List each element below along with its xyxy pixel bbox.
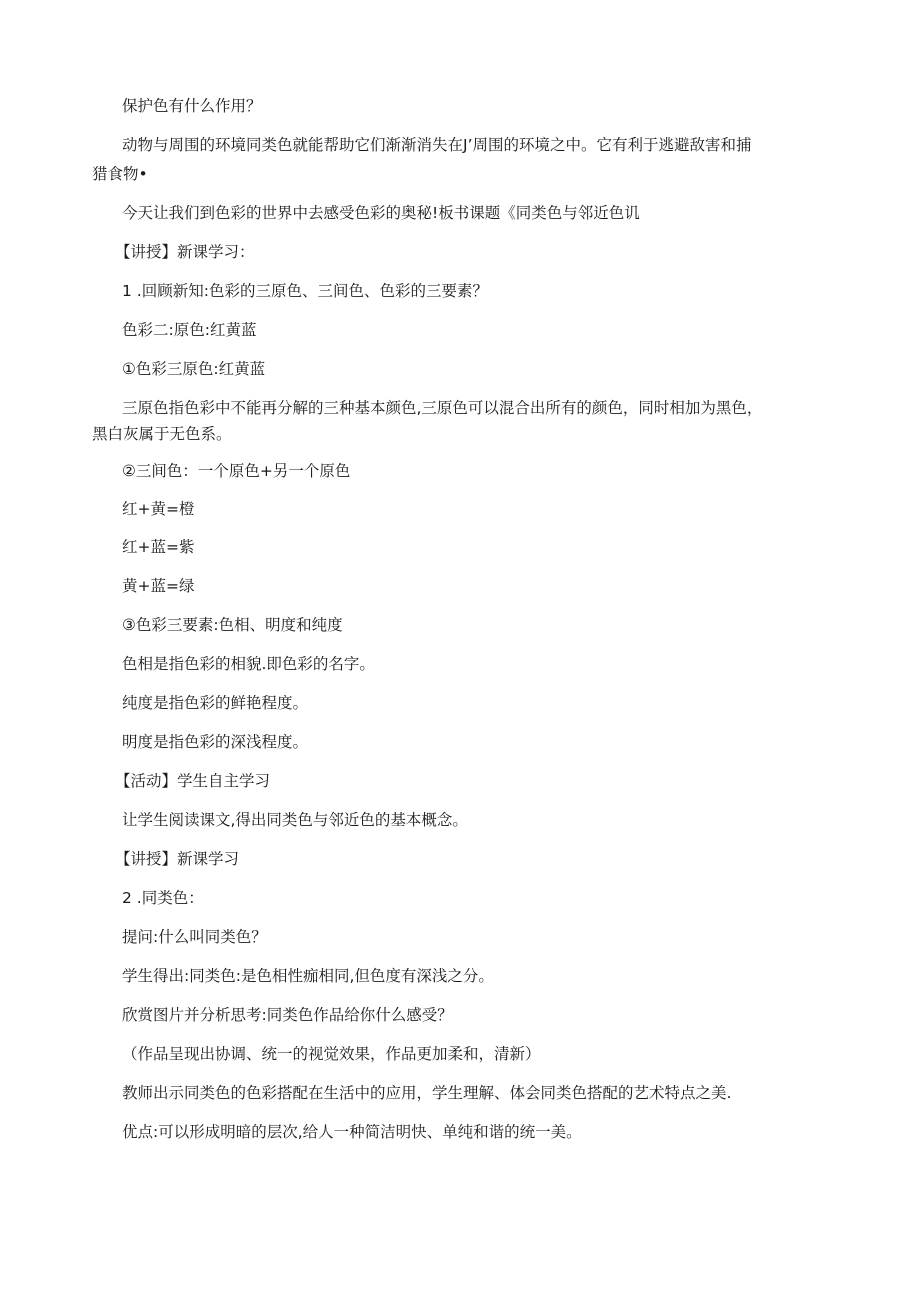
paragraph-line: （作品呈现出协调、统一的视觉效果，作品更加柔和，清新） bbox=[122, 1045, 541, 1063]
paragraph-line: 教师出示同类色的色彩搭配在生活中的应用，学生理解、体会同类色搭配的艺术特点之美. bbox=[122, 1084, 732, 1102]
paragraph-line: ③色彩三要素:色相、明度和纯度 bbox=[122, 616, 343, 634]
paragraph-line: ②三间色：一个原色+另一个原色 bbox=[122, 462, 351, 480]
section-heading: 【讲授】新课学习 bbox=[115, 850, 240, 868]
paragraph-line: 学生得出:同类色:是色相性痂相同,但色度有深浅之分。 bbox=[122, 967, 494, 985]
paragraph-line: 红+蓝=紫 bbox=[122, 538, 195, 556]
paragraph-line: 让学生阅读课文,得出同类色与邻近色的基本概念。 bbox=[122, 811, 468, 829]
paragraph-line: 欣赏图片并分析思考:同类色作品给你什么感受？ bbox=[122, 1006, 453, 1024]
paragraph-line: 今天让我们到色彩的世界中去感受色彩的奥秘!板书课题《同类色与邻近色讥 bbox=[122, 204, 640, 222]
paragraph-line: 色彩二:原色:红黄蓝 bbox=[122, 321, 257, 339]
paragraph-line: 猎食物• bbox=[92, 165, 148, 183]
paragraph-line: 提问:什么叫同类色？ bbox=[122, 928, 267, 946]
paragraph-line: 黄+蓝=绿 bbox=[122, 577, 195, 595]
numbered-item: 2 .同类色： bbox=[122, 889, 204, 907]
paragraph-line: 红+黄=橙 bbox=[122, 500, 195, 518]
paragraph-line: 优点:可以形成明暗的层次,给人一种简洁明快、单纯和谐的统一美。 bbox=[122, 1123, 582, 1141]
paragraph-line: 三原色指色彩中不能再分解的三种基本颜色,三原色可以混合出所有的颜色，同时相加为黑色， bbox=[122, 399, 763, 417]
paragraph-line: 明度是指色彩的深浅程度。 bbox=[122, 733, 309, 751]
question-protective-color: 保护色有什么作用？ bbox=[122, 97, 262, 115]
paragraph-line: 纯度是指色彩的鲜艳程度。 bbox=[122, 694, 309, 712]
paragraph-line: 动物与周围的环境同类色就能帮助它们渐渐消失在J’周围的环境之中。它有利于逃避敌害和捕 bbox=[122, 136, 752, 154]
paragraph-line: 黑白灰属于无色系。 bbox=[92, 425, 232, 443]
numbered-item: 1 .回顾新知:色彩的三原色、三间色、色彩的三要素？ bbox=[122, 282, 488, 300]
section-heading: 【活动】学生自主学习 bbox=[115, 772, 271, 790]
paragraph-line: 色相是指色彩的相貌.即色彩的名字。 bbox=[122, 655, 375, 673]
section-heading: 【讲授】新课学习： bbox=[115, 243, 255, 261]
paragraph-line: ①色彩三原色:红黄蓝 bbox=[122, 360, 266, 378]
